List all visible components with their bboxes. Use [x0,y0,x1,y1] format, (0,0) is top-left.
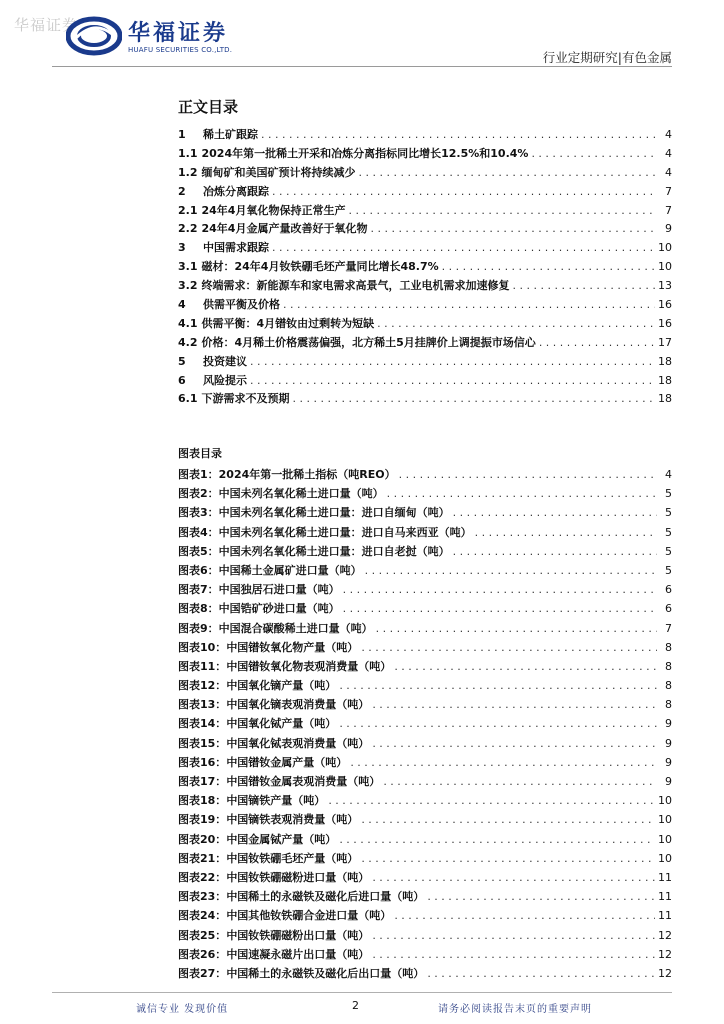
figure-entry-label: 图表9： [178,621,219,635]
figure-entry-page: 8 [665,698,672,712]
figure-entry-page: 11 [658,870,672,884]
figure-entry-page: 11 [658,890,672,904]
dot-leader [531,147,657,160]
dot-leader [475,526,657,539]
toc-entry-number: 1.1 [178,146,198,160]
figure-entry-title: 中国氧化镝表观消费量（吨） [226,698,370,712]
figure-entry-page: 8 [665,659,672,673]
figure-entry[interactable] [178,792,672,811]
figure-entry[interactable] [178,927,672,946]
toc-entry[interactable] [178,372,672,391]
dot-leader [427,890,655,903]
dot-leader [339,717,657,730]
figure-entry-page: 12 [658,966,672,980]
figure-entry-label: 图表14： [178,717,227,731]
toc-entry[interactable] [178,202,672,221]
dot-leader [372,948,655,961]
dot-leader [283,298,655,311]
toc-entry-title: 缅甸矿和美国矿预计将持续减少 [201,165,356,179]
figure-entry[interactable] [178,965,672,984]
toc-entry-title: 风险提示 [203,373,247,387]
dot-leader [453,545,657,558]
dot-leader [372,871,655,884]
figure-entry-page: 9 [665,717,672,731]
figure-entry-title: 2024年第一批稀土指标（吨REO） [218,468,396,481]
dot-leader [453,506,657,519]
figure-entry-page: 10 [658,832,672,846]
figure-entry-label: 图表27： [178,966,227,980]
figure-entry[interactable] [178,562,672,581]
toc-entry-page: 10 [658,241,672,255]
figure-entry-title: 中国镨钕金属表观消费量（吨） [226,775,381,788]
toc-entry[interactable] [178,239,672,258]
figure-entry-title: 中国稀土的永磁铁及磁化后进口量（吨） [226,890,425,904]
figure-entry[interactable] [178,600,672,619]
figure-entry-title: 中国氧化铽表观消费量（吨） [226,736,370,750]
figure-entry-label: 图表11： [178,659,227,673]
figure-entry-label: 图表1： [178,468,219,481]
figure-entry-title: 中国独居石进口量（吨） [218,583,340,597]
toc-entry[interactable] [178,183,672,202]
figure-entry-label: 图表2： [178,487,219,501]
dot-leader [343,602,657,615]
watermark: 华福证券 [14,16,79,34]
figure-entry-title: 中国未列名氧化稀土进口量：进口自马来西亚（吨） [218,525,472,539]
dot-leader [361,852,655,865]
toc-entry-title: 冶炼分离跟踪 [203,184,269,198]
figure-entry-page: 8 [665,640,672,654]
toc-entry[interactable] [178,277,672,296]
figure-list [178,466,672,984]
figure-entry-title: 中国钕铁硼磁粉出口量（吨） [226,928,370,942]
toc-entry-page: 16 [658,316,672,330]
figure-entry-page: 11 [658,909,672,923]
toc-entry-title: 价格：4月稀土价格震荡偏强，北方稀土5月挂牌价上调提振市场信心 [201,335,536,349]
toc-entry[interactable] [178,315,672,334]
figure-entry[interactable] [178,485,672,504]
toc-entry-page: 4 [665,165,672,179]
dot-leader [442,260,655,273]
figure-entry-title: 中国镝铁表观消费量（吨） [226,813,359,827]
toc-entry-title: 磁材：24年4月钕铁硼毛坯产量同比增长48.7% [201,260,439,274]
figure-entry[interactable] [178,581,672,600]
toc-entry-title: 终端需求：新能源车和家电需求高景气，工业电机需求加速修复 [201,279,510,293]
dot-leader [372,929,655,942]
figure-entry-title: 中国氧化镝产量（吨） [226,679,337,693]
dot-leader [272,185,657,198]
dot-leader [361,641,657,654]
toc-entry-number: 1.2 [178,165,198,179]
brand-name-cn: 华福证券 [128,20,229,46]
toc-entry-title: 24年4月氧化物保持正常生产 [201,203,346,217]
toc-entry[interactable] [178,164,672,183]
figure-entry-title: 中国稀土的永磁铁及磁化后出口量（吨） [226,966,425,980]
figure-entry-title: 中国锆矿砂进口量（吨） [218,602,340,616]
figure-entry-label: 图表21： [178,851,227,865]
figure-entry-label: 图表19： [178,813,227,827]
figure-entry-label: 图表5： [178,544,219,558]
footer-disclaimer: 请务必阅读报告末页的重要声明 [438,1004,592,1015]
figure-entry[interactable] [178,658,672,677]
toc-entry-title: 投资建议 [203,354,247,368]
figure-entry-page: 8 [665,679,672,693]
figure-entry[interactable] [178,754,672,773]
toc-entry-page: 4 [665,128,672,141]
toc-entry-title: 供需平衡及价格 [203,298,280,312]
toc-entry-page: 10 [658,260,672,274]
figure-entry-page: 6 [665,602,672,616]
figure-entry-label: 图表25： [178,928,227,942]
figure-entry-page: 9 [665,755,672,769]
figure-entry-page: 5 [665,525,672,539]
figure-entry[interactable] [178,811,672,830]
dot-leader [372,737,657,750]
figure-entry[interactable] [178,696,672,715]
dot-leader [427,967,655,980]
dot-leader [250,355,655,368]
dot-leader [328,794,655,807]
figure-entry-title: 中国镨钕氧化物产量（吨） [226,640,359,654]
dot-leader [350,756,657,769]
figure-entry[interactable] [178,946,672,965]
dot-leader [370,222,657,235]
figure-entry-title: 中国钕铁硼磁粉进口量（吨） [226,870,370,884]
toc-entry[interactable] [178,390,672,409]
toc-entry-title: 24年4月金属产量改善好于氧化物 [201,222,368,236]
toc-entry-title: 下游需求不及预期 [201,392,290,406]
figure-list-title: 图表目录 [178,447,222,460]
figure-entry-page: 7 [665,621,672,635]
figure-entry-page: 5 [665,506,672,520]
figure-entry-title: 中国镨钕氧化物表观消费量（吨） [226,659,392,673]
figure-entry-label: 图表8： [178,602,219,616]
figure-entry[interactable] [178,869,672,888]
toc-entry-page: 18 [658,392,672,406]
brand-name-en: HUAFU SECURITIES CO.,LTD. [128,46,233,54]
figure-entry-page: 9 [665,775,672,788]
figure-entry-label: 图表24： [178,909,227,923]
dot-leader [394,909,655,922]
figure-entry[interactable] [178,888,672,907]
dot-leader [539,336,655,349]
toc-title: 正文目录 [178,98,239,116]
toc-entry-page: 4 [665,146,672,160]
dot-leader [365,564,657,577]
dot-leader [399,468,657,481]
figure-entry-page: 5 [665,544,672,558]
footer-slogan: 诚信专业 发现价值 [136,1004,229,1015]
figure-entry-title: 中国氧化铽产量（吨） [226,717,337,731]
figure-entry[interactable] [178,831,672,850]
dot-leader [383,775,657,788]
dot-leader [261,128,657,141]
huafu-logo-icon [66,16,122,56]
figure-entry-page: 4 [665,468,672,481]
toc-entry-page: 17 [658,335,672,349]
header-divider [52,66,672,67]
dot-leader [359,166,658,179]
dot-leader [348,204,657,217]
toc-entry-page: 7 [665,203,672,217]
figure-entry-label: 图表4： [178,525,219,539]
page-number: 2 [352,999,359,1012]
toc-entry[interactable] [178,220,672,239]
dot-leader [513,279,656,292]
footer-divider [52,992,672,993]
figure-entry-title: 中国钕铁硼毛坯产量（吨） [226,851,359,865]
figure-entry-page: 9 [665,736,672,750]
toc-entry[interactable] [178,145,672,164]
dot-leader [293,392,656,405]
toc-entry-number: 6 [178,373,186,387]
figure-entry[interactable] [178,639,672,658]
figure-entry-title: 中国镝铁产量（吨） [226,794,326,808]
figure-entry-label: 图表17： [178,775,227,788]
figure-entry-label: 图表15： [178,736,227,750]
table-of-contents [178,126,672,409]
figure-entry-label: 图表10： [178,640,227,654]
figure-entry-title: 中国其他钕铁硼合金进口量（吨） [226,909,392,923]
toc-entry-page: 13 [658,279,672,293]
figure-entry[interactable] [178,504,672,523]
figure-entry-page: 6 [665,583,672,597]
figure-entry-label: 图表23： [178,890,227,904]
figure-entry[interactable] [178,773,672,792]
toc-entry-number: 4.1 [178,316,198,330]
toc-entry-title: 中国需求跟踪 [203,241,269,255]
figure-entry[interactable] [178,543,672,562]
toc-entry-title: 供需平衡：4月镨钕由过剩转为短缺 [201,316,375,330]
figure-entry-title: 中国镨钕金属产量（吨） [226,755,348,769]
figure-entry-label: 图表12： [178,679,227,693]
toc-entry[interactable] [178,353,672,372]
figure-entry-page: 10 [658,851,672,865]
toc-entry-number: 1 [178,128,186,141]
dot-leader [339,679,657,692]
toc-entry-number: 3.2 [178,279,198,293]
toc-entry-number: 2.1 [178,203,198,217]
toc-entry-number: 4.2 [178,335,198,349]
dot-leader [372,698,657,711]
figure-entry-label: 图表13： [178,698,227,712]
figure-entry-title: 中国混合碳酸稀土进口量（吨） [218,621,373,635]
figure-entry-label: 图表22： [178,870,227,884]
figure-entry-title: 中国未列名氧化稀土进口量（吨） [218,487,384,501]
figure-entry-label: 图表16： [178,755,227,769]
figure-entry-label: 图表18： [178,794,227,808]
toc-entry-number: 4 [178,298,186,312]
toc-entry-number: 3.1 [178,260,198,274]
dot-leader [377,317,655,330]
figure-entry-page: 10 [658,813,672,827]
figure-entry-page: 12 [658,928,672,942]
figure-entry-label: 图表6： [178,563,219,577]
figure-entry-title: 中国金属铽产量（吨） [226,832,337,846]
figure-entry-title: 中国速凝永磁片出口量（吨） [226,947,370,961]
toc-entry-title: 2024年第一批稀土开采和冶炼分离指标同比增长12.5%和10.4% [201,146,529,160]
toc-entry-number: 3 [178,241,186,255]
figure-entry[interactable] [178,735,672,754]
toc-entry-page: 18 [658,354,672,368]
dot-leader [387,487,657,500]
figure-entry[interactable] [178,677,672,696]
figure-entry[interactable] [178,466,672,485]
figure-entry-title: 中国未列名氧化稀土进口量：进口自缅甸（吨） [218,506,450,520]
dot-leader [250,374,655,387]
toc-entry[interactable] [178,126,672,145]
toc-entry[interactable] [178,296,672,315]
toc-entry-page: 18 [658,373,672,387]
dot-leader [339,833,655,846]
dot-leader [361,813,655,826]
toc-entry-number: 5 [178,354,186,368]
figure-entry[interactable] [178,715,672,734]
figure-entry-title: 中国未列名氧化稀土进口量：进口自老挝（吨） [218,544,450,558]
figure-entry-page: 12 [658,947,672,961]
toc-entry-number: 2.2 [178,222,198,236]
figure-entry[interactable] [178,907,672,926]
company-logo [66,14,256,60]
figure-entry-label: 图表26： [178,947,227,961]
figure-entry[interactable] [178,524,672,543]
dot-leader [272,241,655,254]
figure-entry-label: 图表3： [178,506,219,520]
toc-entry[interactable] [178,334,672,353]
toc-entry-page: 9 [665,222,672,236]
toc-entry-number: 6.1 [178,392,198,406]
figure-entry-title: 中国稀土金属矿进口量（吨） [218,563,362,577]
figure-entry-page: 5 [665,563,672,577]
toc-entry-title: 稀土矿跟踪 [203,128,258,141]
figure-entry-label: 图表7： [178,583,219,597]
toc-entry[interactable] [178,258,672,277]
dot-leader [376,622,657,635]
dot-leader [394,660,657,673]
figure-entry-label: 图表20： [178,832,227,846]
figure-entry[interactable] [178,620,672,639]
figure-entry-page: 10 [658,794,672,808]
dot-leader [343,583,657,596]
figure-entry[interactable] [178,850,672,869]
toc-entry-page: 7 [665,184,672,198]
toc-entry-number: 2 [178,184,186,198]
toc-entry-page: 16 [658,298,672,312]
figure-entry-page: 5 [665,487,672,501]
report-category: 行业定期研究|有色金属 [542,50,672,65]
